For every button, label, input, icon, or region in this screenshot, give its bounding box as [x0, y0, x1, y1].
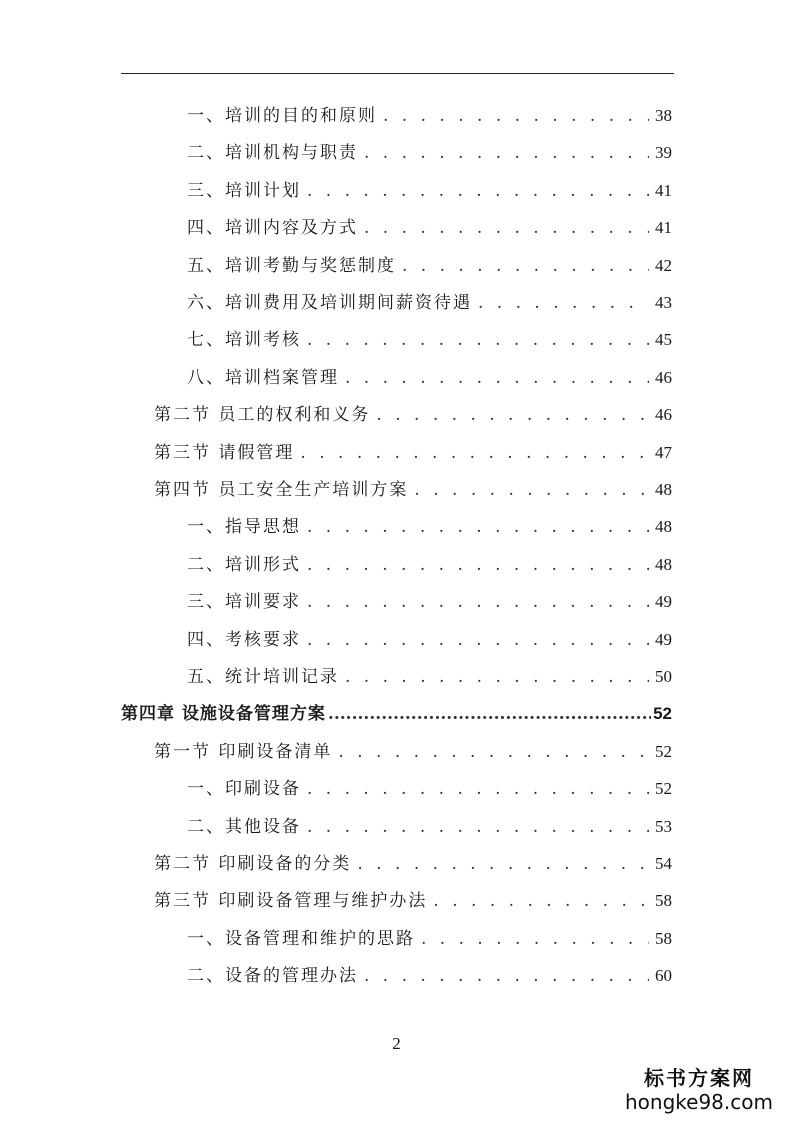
page-number: 2 — [392, 1034, 401, 1053]
toc-entry-section[interactable] — [154, 400, 672, 428]
toc-dot-leader — [345, 368, 649, 388]
toc-entry-section[interactable] — [154, 737, 672, 765]
toc-dot-leader — [300, 443, 649, 463]
toc-dot-leader — [383, 106, 649, 126]
toc-dot-leader — [364, 966, 649, 986]
toc-entry-page: 49 — [655, 629, 672, 649]
toc-dot-leader — [307, 330, 649, 350]
toc-entry-page: 42 — [655, 255, 672, 275]
toc-dot-leader — [402, 256, 649, 276]
toc-dot-leader — [307, 630, 649, 650]
toc-entry-title: 第二节 印刷设备的分类 — [154, 854, 352, 874]
toc-entry-page: 49 — [655, 592, 672, 612]
toc-entry-page: 58 — [655, 891, 672, 911]
toc-entry-title: 五、统计培训记录 — [187, 667, 339, 687]
toc-entry-page: 45 — [655, 330, 672, 350]
toc-entry-page: 58 — [655, 928, 672, 948]
toc-entry-page: 39 — [655, 143, 672, 163]
toc-entry-title: 第三节 印刷设备管理与维护办法 — [154, 891, 428, 912]
toc-entry-title: 第二节 员工的权利和义务 — [154, 405, 371, 426]
toc-entry-title: 二、培训形式 — [187, 554, 301, 575]
toc-dot-leader — [307, 181, 649, 201]
toc-entry-item[interactable] — [187, 961, 672, 989]
toc-entry-page: 46 — [655, 367, 672, 387]
toc-entry-item[interactable] — [187, 550, 672, 578]
toc-entry-title: 三、培训要求 — [187, 592, 301, 613]
toc-entry-page: 41 — [655, 218, 672, 238]
toc-dot-leader — [345, 667, 649, 687]
toc-dot-leader — [421, 929, 649, 949]
toc-entry-item[interactable] — [187, 774, 672, 802]
toc-dot-leader — [478, 293, 649, 313]
toc-entry-item[interactable] — [187, 325, 672, 353]
watermark-logo — [619, 1066, 779, 1114]
toc-dot-leader — [307, 817, 649, 837]
toc-entry-item[interactable] — [187, 363, 672, 391]
toc-dot-leader — [433, 891, 649, 911]
toc-entry-title: 第一节 印刷设备清单 — [154, 741, 333, 762]
toc-entry-section[interactable] — [154, 849, 672, 877]
toc-entry-page: 48 — [655, 517, 672, 537]
toc-entry-title: 一、设备管理和维护的思路 — [187, 928, 415, 949]
toc-entry-page: 52 — [655, 779, 672, 799]
toc-entry-title: 第四节 员工安全生产培训方案 — [154, 480, 409, 500]
toc-entry-page: 48 — [655, 554, 672, 574]
toc-entry-page: 38 — [655, 106, 672, 125]
toc-entry-page: 41 — [655, 180, 672, 200]
toc-entry-title: 二、设备的管理办法 — [187, 966, 358, 987]
toc-entry-item[interactable] — [187, 213, 672, 241]
toc-entry-title: 第三节 请假管理 — [154, 442, 295, 463]
toc-entry-title: 一、指导思想 — [187, 517, 301, 538]
toc-dot-leader — [307, 592, 649, 612]
toc-entry-section[interactable] — [154, 438, 672, 466]
header-rule — [121, 73, 674, 74]
toc-entry-title: 七、培训考核 — [187, 330, 301, 351]
toc-entry-title: 二、其他设备 — [187, 816, 301, 837]
toc-entry-page: 48 — [655, 480, 672, 499]
toc-dot-leader — [357, 854, 649, 874]
toc-entry-page: 47 — [655, 442, 672, 462]
toc-entry-page: 54 — [655, 854, 672, 873]
toc-entry-page: 60 — [655, 966, 672, 986]
toc-entry-title: 三、培训计划 — [187, 180, 301, 201]
toc-entry-page: 43 — [655, 293, 672, 312]
toc-entry-title: 四、培训内容及方式 — [187, 218, 358, 239]
toc-dot-leader — [364, 218, 649, 238]
watermark-title: 标书方案网 — [644, 1066, 754, 1090]
toc-dot-leader — [307, 555, 649, 575]
toc-entry-title: 八、培训档案管理 — [187, 367, 339, 388]
toc-entry-item[interactable] — [187, 101, 672, 129]
watermark-url: hongke98.com — [625, 1090, 773, 1114]
toc-entry-section[interactable] — [154, 886, 672, 914]
toc-dot-leader — [328, 704, 651, 724]
toc-entry-title: 一、培训的目的和原则 — [187, 106, 377, 126]
toc-entry-title: 二、培训机构与职责 — [187, 143, 358, 164]
toc-dot-leader — [364, 143, 649, 163]
toc-dot-leader — [307, 779, 649, 799]
toc-entry-item[interactable] — [187, 625, 672, 653]
toc-dot-leader — [338, 742, 649, 762]
toc-entry-page: 52 — [655, 741, 672, 761]
toc-entry-item[interactable] — [187, 138, 672, 166]
toc-entry-page: 52 — [653, 704, 672, 724]
toc-entry-item[interactable] — [187, 288, 672, 316]
toc-entry-title: 六、培训费用及培训期间薪资待遇 — [187, 293, 472, 313]
toc-entry-chapter[interactable] — [121, 699, 672, 727]
toc-entry-page: 50 — [655, 667, 672, 686]
toc-entry-item[interactable] — [187, 512, 672, 540]
toc-entry-page: 46 — [655, 405, 672, 425]
toc-dot-leader — [307, 517, 649, 537]
toc-entry-section[interactable] — [154, 475, 672, 503]
toc-entry-item[interactable] — [187, 662, 672, 690]
toc-entry-item[interactable] — [187, 587, 672, 615]
toc-entry-item[interactable] — [187, 812, 672, 840]
toc-dot-leader — [376, 405, 649, 425]
toc-entry-page: 53 — [655, 816, 672, 836]
toc-entry-title: 第四章 设施设备管理方案 — [121, 704, 326, 725]
toc-entry-title: 五、培训考勤与奖惩制度 — [187, 255, 396, 276]
toc-entry-item[interactable] — [187, 251, 672, 279]
toc-entry-title: 一、印刷设备 — [187, 779, 301, 800]
toc-entry-item[interactable] — [187, 176, 672, 204]
toc-dot-leader — [414, 480, 649, 500]
toc-entry-item[interactable] — [187, 924, 672, 952]
toc-entry-title: 四、考核要求 — [187, 629, 301, 650]
